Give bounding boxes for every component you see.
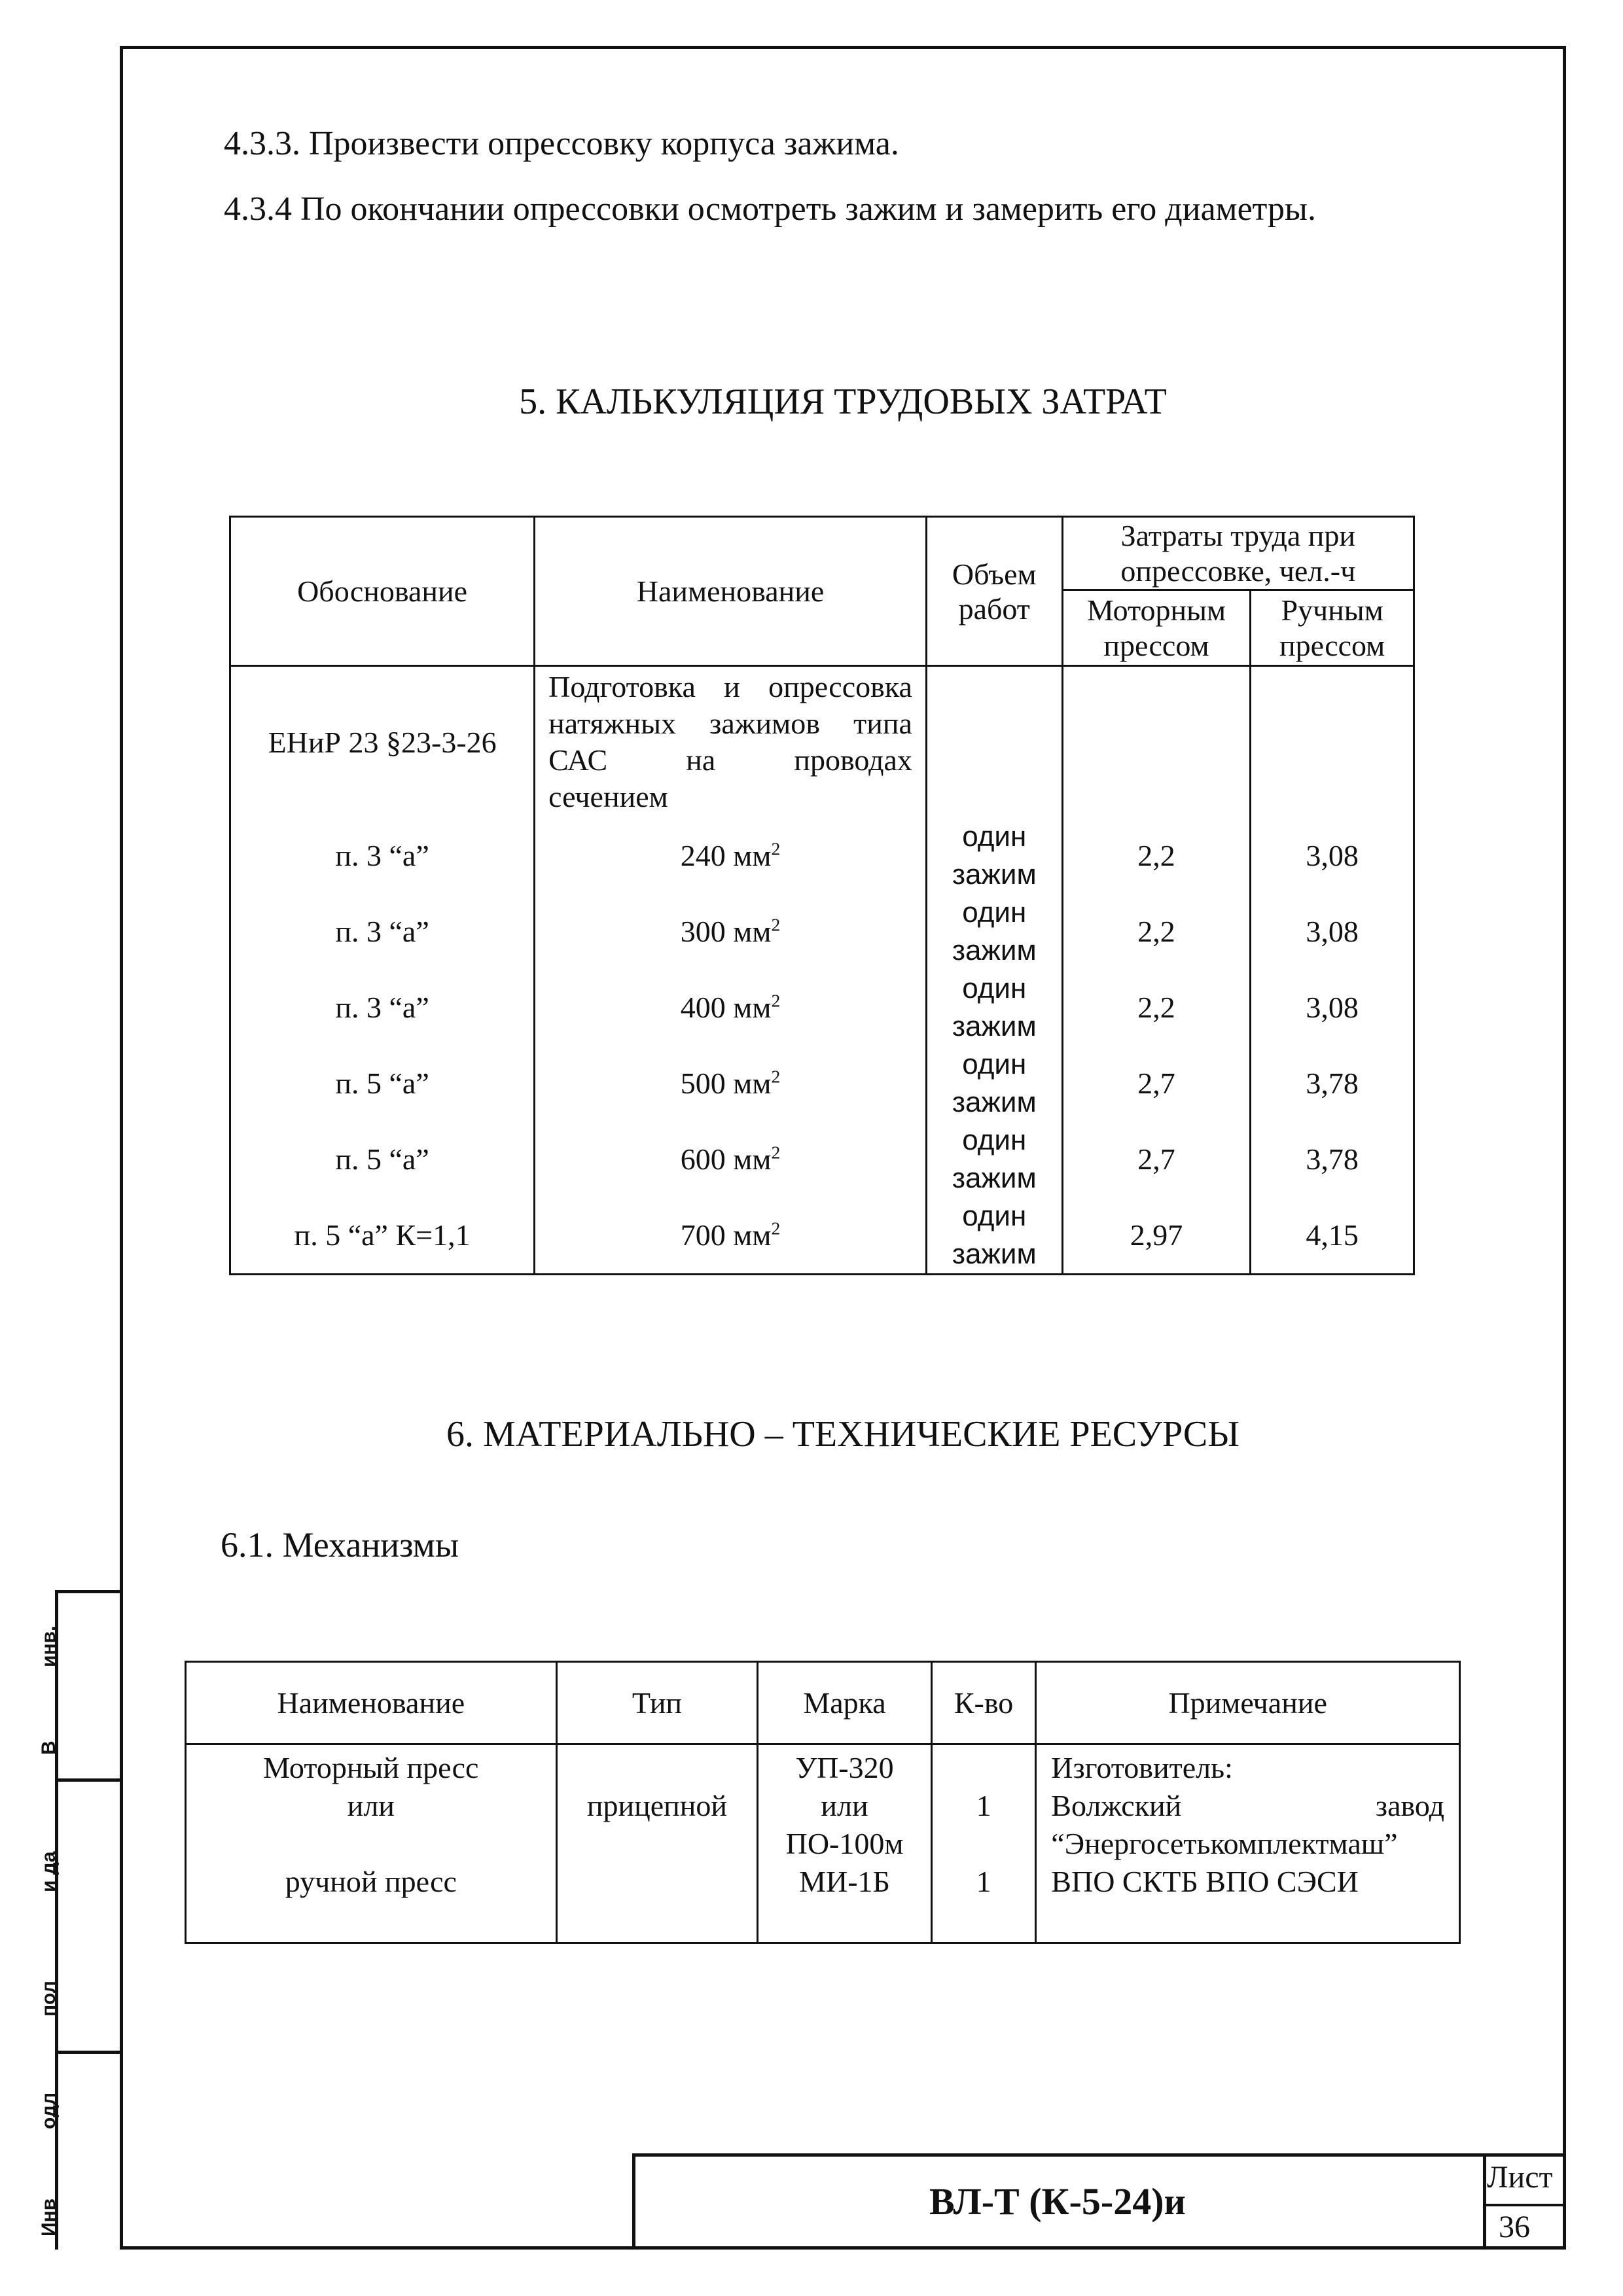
paragraph-4-3-3: 4.3.3. Произвести опрессовку корпуса зажима.: [224, 125, 899, 162]
table-row: [186, 1744, 1460, 1943]
intro-basis: ЕНиР 23 §23-3-26: [230, 666, 535, 818]
approval-sidebar: [55, 1590, 123, 2250]
sheet-divider: [1483, 2204, 1566, 2206]
mechanism-type: прицепной: [556, 1744, 758, 1943]
table-row: п. 5 “а” 600 $мм^2$ один зажим 2,7 3,78: [230, 1122, 1414, 1197]
intro-name: Подготовка и опрессовка натяжных зажимов типа САС на проводах сечением: [535, 666, 927, 818]
sidebar-label: и да: [38, 1851, 60, 1892]
header-name: Наименование: [535, 517, 927, 666]
sidebar-divider: [55, 1778, 120, 1782]
mechanism-qty: 1 1: [931, 1744, 1035, 1943]
sidebar-divider: [55, 1590, 120, 1593]
mechanism-note: Изготовитель: Волжский завод “Энергосетькомплектмаш” ВПО СКТБ ВПО СЭСИ: [1036, 1744, 1460, 1943]
sidebar-label: инв.: [38, 1625, 60, 1667]
header-qty: К-во: [931, 1662, 1035, 1744]
paragraph-4-3-4: 4.3.4 По окончании опрессовки осмотреть зажим и замерить его диаметры.: [224, 190, 1316, 228]
header-name: Наименование: [186, 1662, 557, 1744]
header-labor-costs: Затраты труда при опрессовке, чел.-ч: [1062, 517, 1414, 590]
header-basis: Обоснование: [230, 517, 535, 666]
document-code: ВЛ-Т (К-5-24)и: [929, 2180, 1186, 2223]
header-volume: Объем работ: [926, 517, 1062, 666]
table-row: п. 3 “а” 400 $мм^2$ один зажим 2,2 3,08: [230, 970, 1414, 1046]
sidebar-divider: [55, 2051, 120, 2054]
header-type: Тип: [556, 1662, 758, 1744]
table-row-intro: [230, 666, 1414, 818]
labor-cost-table: [229, 516, 1415, 1275]
sheet-number: 36: [1499, 2210, 1530, 2244]
header-brand: Марка: [758, 1662, 932, 1744]
sidebar-label: пол: [38, 1981, 60, 2017]
header-motor-press: Моторным прессом: [1062, 590, 1251, 666]
mechanisms-table: [185, 1661, 1461, 1944]
sidebar-label: одл: [38, 2092, 60, 2129]
mechanism-name: Моторный пресс или ручной пресс: [186, 1744, 557, 1943]
sheet-label: Лист: [1487, 2160, 1553, 2195]
header-note: Примечание: [1036, 1662, 1460, 1744]
header-manual-press: Ручным прессом: [1251, 590, 1414, 666]
table-row: п. 5 “а” 500 $мм^2$ один зажим 2,7 3,78: [230, 1046, 1414, 1122]
sidebar-label: В: [38, 1740, 60, 1755]
section-6-title: 6. МАТЕРИАЛЬНО – ТЕХНИЧЕСКИЕ РЕСУРСЫ: [446, 1414, 1240, 1455]
section-5-title: 5. КАЛЬКУЛЯЦИЯ ТРУДОВЫХ ЗАТРАТ: [519, 381, 1167, 422]
mechanism-brand: УП-320 или ПО-100м МИ-1Б: [758, 1744, 932, 1943]
section-6-1-subtitle: 6.1. Механизмы: [221, 1525, 459, 1564]
table-row: п. 3 “а” 240 $мм^2$ один зажим 2,2 3,08: [230, 818, 1414, 894]
table-row: п. 3 “а” 300 $мм^2$ один зажим 2,2 3,08: [230, 894, 1414, 970]
sidebar-label: Инв: [38, 2198, 60, 2236]
table-row: п. 5 “а” К=1,1 700 $мм^2$ один зажим 2,97 4,15: [230, 1197, 1414, 1275]
